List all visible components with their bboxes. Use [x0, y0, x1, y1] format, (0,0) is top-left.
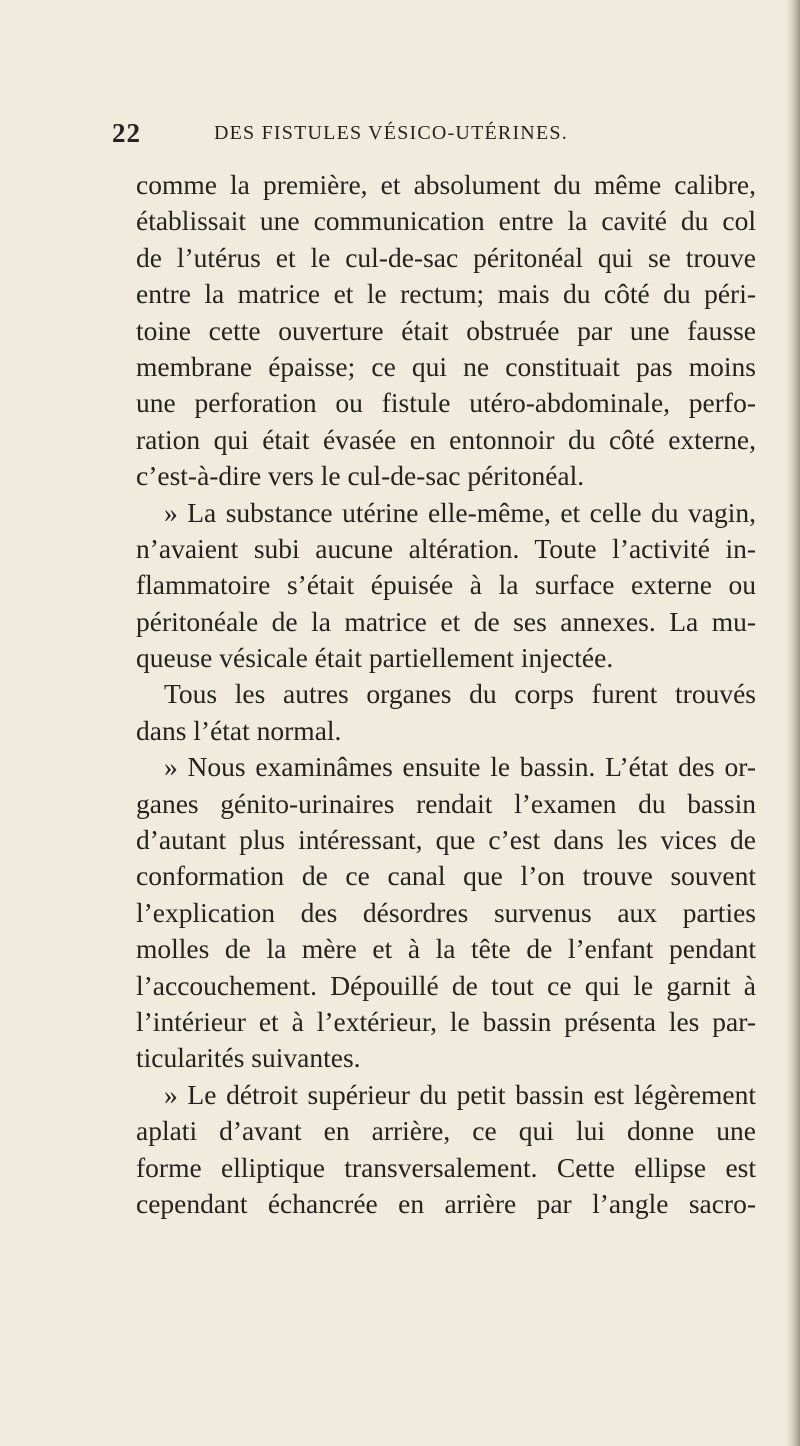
text-line: l’explication des désordres survenus aux parties: [136, 896, 756, 928]
text-line: conformation de ce canal que l’on trouve souvent: [136, 860, 756, 892]
text-line: une perforation ou fistule utéro-abdominale, perfo-: [136, 387, 756, 419]
text-line: ticularités suivantes.: [136, 1042, 361, 1074]
text-line: comme la première, et absolument du même calibre,: [136, 169, 756, 200]
text-line: » Le détroit supérieur du petit bassin est légèrement: [164, 1078, 756, 1110]
text-line: l’intérieur et à l’extérieur, le bassin présenta les par-: [136, 1005, 756, 1037]
running-title: DES FISTULES VÉSICO-UTÉRINES.: [214, 122, 568, 144]
page-edge: [786, 0, 800, 1446]
text-line: flammatoire s’était épuisée à la surface externe ou: [136, 569, 756, 601]
text-line: aplati d’avant en arrière, ce qui lui donne une: [136, 1115, 756, 1147]
page-header: [112, 118, 772, 150]
text-line: dans l’état normal.: [136, 714, 342, 746]
text-line: c’est-à-dire vers le cul-de-sac péritonéal.: [136, 460, 585, 492]
text-line: l’accouchement. Dépouillé de tout ce qui le garnit à: [136, 969, 756, 1001]
text-line: ganes génito-urinaires rendait l’examen du bassin: [136, 787, 756, 819]
text-line: péritonéale de la matrice et de ses annexes. La mu-: [136, 605, 756, 637]
text-line: molles de la mère et à la tête de l’enfant pendant: [136, 933, 756, 965]
text-line: » Nous examinâmes ensuite le bassin. L’état des or-: [164, 751, 756, 783]
text-line: d’autant plus intéressant, que c’est dans les vices de: [136, 824, 756, 856]
text-line: établissait une communication entre la cavité du col: [136, 205, 756, 237]
text-line: Tous les autres organes du corps furent trouvés: [164, 678, 756, 710]
text-line: forme elliptique transversalement. Cette ellipse est: [136, 1151, 756, 1183]
text-line: n’avaient subi aucune altération. Toute l’activité in-: [136, 532, 756, 564]
text-line: membrane épaisse; ce qui ne constituait pas moins: [136, 350, 756, 382]
text-line: queuse vésicale était partiellement injectée.: [136, 642, 614, 674]
text-line: cependant échancrée en arrière par l’angle sacro-: [136, 1187, 756, 1219]
text-line: de l’utérus et le cul-de-sac péritonéal qui se trouve: [136, 241, 756, 273]
body-text: [136, 167, 756, 1222]
page-number: 22: [112, 118, 141, 148]
text-line: » La substance utérine elle-même, et celle du vagin,: [164, 496, 756, 528]
text-line: ration qui était évasée en entonnoir du côté externe,: [136, 423, 756, 455]
text-line: toine cette ouverture était obstruée par une fausse: [136, 314, 756, 346]
text-line: entre la matrice et le rectum; mais du côté du péri-: [136, 278, 756, 310]
